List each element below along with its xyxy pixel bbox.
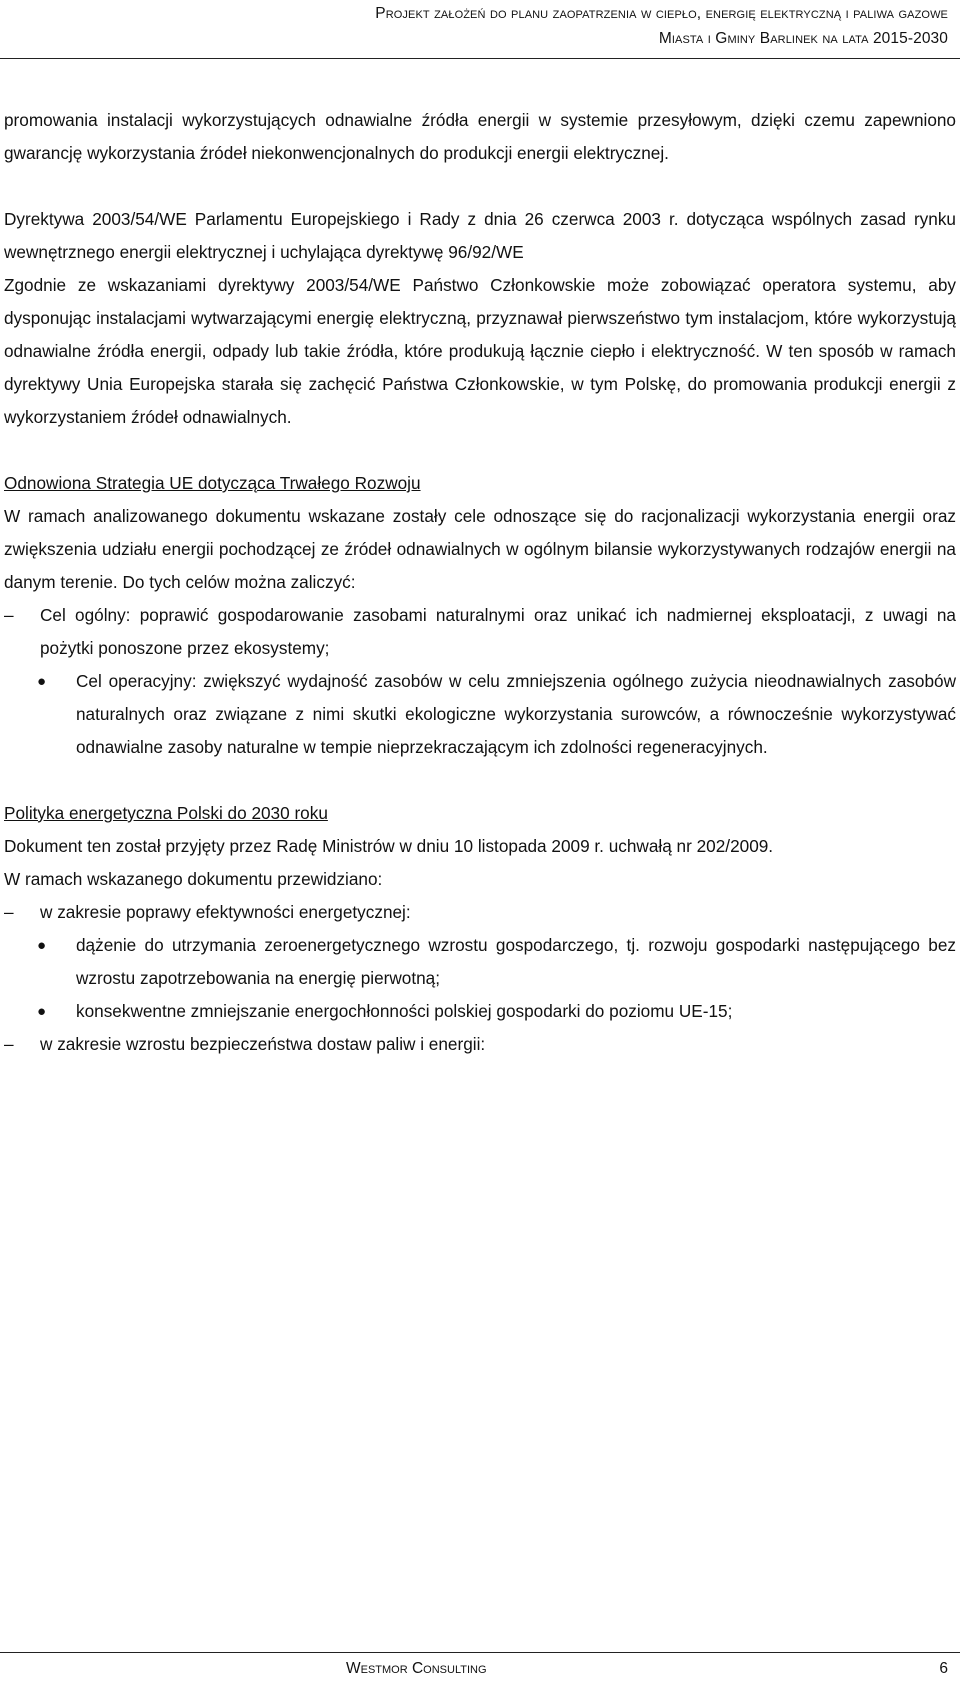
footer-divider (0, 1652, 960, 1653)
bullet-marker: ● (37, 1003, 47, 1020)
directive-title: Dyrektywa 2003/54/WE Parlamentu Europejskiego i Rady z dnia 26 czerwca 2003 r. dotycząca wspólnych zasad rynku wewnętrznego energii elektrycznej i uchylająca dyrektywę 96/92/WE (4, 209, 956, 262)
dash-marker: – (4, 605, 14, 625)
paragraph-intro: promowania instalacji wykorzystujących odnawialne źródła energii w systemie przesyłowym, dzięki czemu zapewniono gwarancję wykorzystania źródeł niekonwencjonalnych do produkcji energii elektrycznej. (4, 110, 956, 163)
section-heading-policy-text: Polityka energetyczna Polski do 2030 roku (4, 803, 328, 823)
list-item (4, 665, 956, 764)
policy-body: Dokument ten został przyjęty przez Radę Ministrów w dniu 10 listopada 2009 r. uchwałą nr 202/2009. (4, 836, 774, 856)
list-item (4, 599, 956, 665)
directive-body: Zgodnie ze wskazaniami dyrektywy 2003/54/WE Państwo Członkowskie może zobowiązać operatora systemu, aby dysponując instalacjami wytwarzającymi energię elektryczną, przyznawał pierwszeństwo tym instalacjom, które wykorzystują odnawialne źródła energii, odpady lub takie źródła, które produkują łącznie ciepło i elektryczność. W ten sposób w ramach dyrektywy Unia Europejska starała się zachęcić Państwa Członkowskie, w tym Polskę, do promowania produkcji energii z wykorzystaniem źródeł odnawialnych. (4, 275, 956, 427)
policy-intro: W ramach wskazanego dokumentu przewidziano: (4, 869, 383, 889)
policy-bullet-2: konsekwentne zmniejszanie energochłonności polskiej gospodarki do poziomu UE-15; (76, 1001, 733, 1021)
page-header (0, 0, 960, 59)
policy-dash-1: w zakresie poprawy efektywności energetycznej: (40, 902, 411, 922)
bullet-marker: ● (37, 673, 47, 690)
dash-marker: – (4, 1034, 14, 1054)
list-item (4, 896, 956, 929)
list-item (4, 1028, 956, 1061)
document-body (4, 104, 956, 1061)
bullet-marker: ● (37, 937, 47, 954)
section-heading-strategy-text: Odnowiona Strategia UE dotycząca Trwałego Rozwoju (4, 473, 421, 493)
header-title-line-2: Miasta i Gminy Barlinek na lata 2015-2030 (658, 30, 948, 47)
section-heading-policy (4, 797, 956, 830)
page-number: 6 (939, 1660, 948, 1677)
strategy-bullet-1: Cel operacyjny: zwiększyć wydajność zasobów w celu zmniejszenia ogólnego zużycia nieodnawialnych zasobów naturalnych oraz związane z nimi skutki ekologiczne wykorzystania surowców, a równocześnie wykorzystywać odnawialne zasoby naturalne w tempie nieprzekraczającym ich zdolności regeneracyjnych. (76, 671, 956, 757)
section-heading-strategy (4, 467, 956, 500)
policy-bullet-1: dążenie do utrzymania zeroenergetycznego wzrostu gospodarczego, tj. rozwoju gospodarki następującego bez wzrostu zapotrzebowania na energię pierwotną; (76, 935, 956, 988)
header-title-line-1: Projekt założeń do planu zaopatrzenia w ciepło, energię elektryczną i paliwa gazowe (375, 5, 948, 22)
list-item (4, 929, 956, 995)
strategy-body: W ramach analizowanego dokumentu wskazane zostały cele odnoszące się do racjonalizacji wykorzystania energii oraz zwiększenia udziału energii pochodzącej ze źródeł odnawialnych w ogólnym bilansie wykorzystywanych rodzajów energii na danym terenie. Do tych celów można zaliczyć: (4, 506, 956, 592)
dash-marker: – (4, 902, 14, 922)
footer-company-name: Westmor Consulting (346, 1660, 487, 1677)
strategy-dash-1: Cel ogólny: poprawić gospodarowanie zasobami naturalnymi oraz unikać ich nadmiernej eksploatacji, z uwagi na pożytki ponoszone przez ekosystemy; (40, 605, 956, 658)
list-item (4, 995, 956, 1028)
policy-dash-2: w zakresie wzrostu bezpieczeństwa dostaw paliw i energii: (40, 1034, 486, 1054)
